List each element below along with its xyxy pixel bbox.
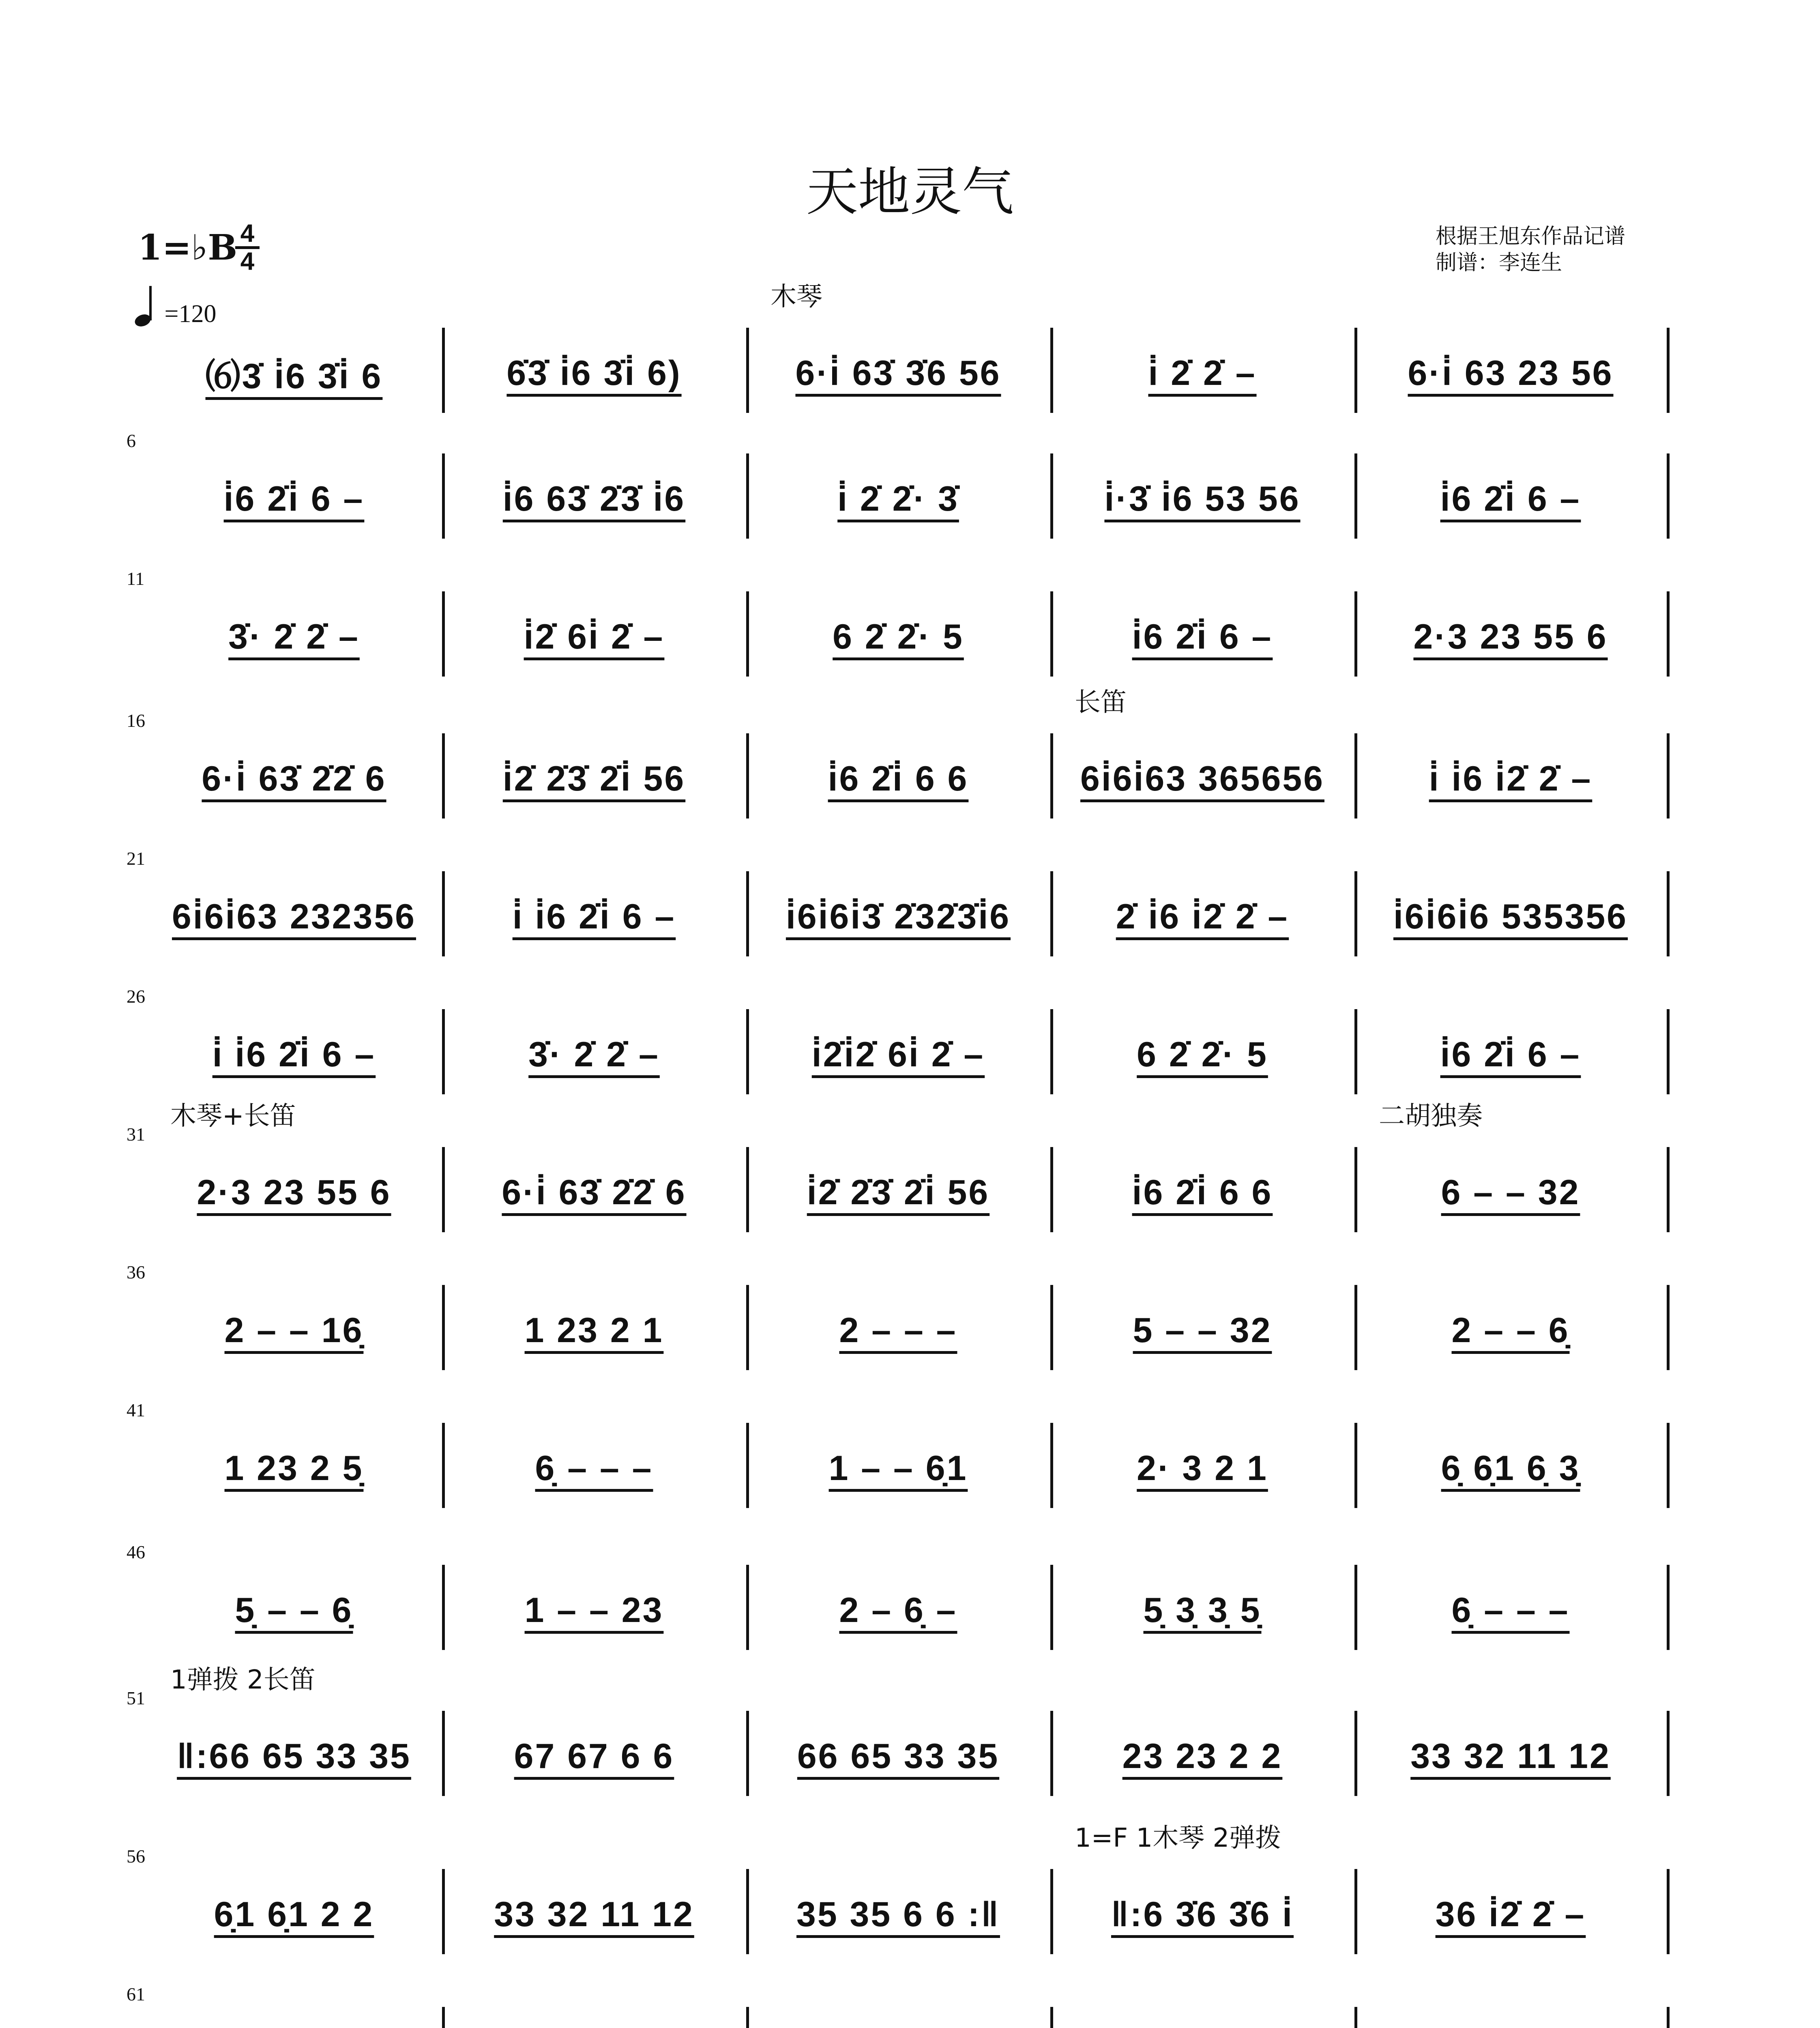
measure: 2̇ i̇6 i̇2̇ 2̇ – bbox=[1116, 897, 1289, 936]
barline bbox=[442, 733, 445, 819]
barline bbox=[442, 591, 445, 677]
measure: i̇2̇i̇2̇ 6i̇ 2̇ – bbox=[811, 1035, 985, 1074]
measure: 2 – – 16̣ bbox=[224, 1310, 364, 1350]
tempo-value: =120 bbox=[164, 300, 217, 328]
barline bbox=[1667, 1869, 1670, 1954]
barline bbox=[1667, 1009, 1670, 1094]
measure: i̇6 63̇ 2̇3̇ i̇6 bbox=[502, 479, 686, 518]
measure: i̇ 2̇ 2̇ – bbox=[1148, 353, 1257, 393]
barline bbox=[1354, 871, 1357, 956]
measure: 33 32 11 12 bbox=[494, 1895, 694, 1934]
measure: 1 – – 6̣1 bbox=[828, 1448, 968, 1488]
measure: 6̣ 6̣1 6̣ 3̣ bbox=[1441, 1448, 1580, 1488]
score-system bbox=[0, 1400, 1820, 1529]
measure: 6̣ – – – bbox=[1451, 1590, 1570, 1630]
instrument-label: 二胡独奏 bbox=[1379, 1101, 1483, 1131]
barline bbox=[1354, 453, 1357, 539]
measure: i̇2̇ 6i̇ 2̇ – bbox=[524, 617, 665, 656]
measure-number: 41 bbox=[127, 1400, 145, 1420]
measure: 6̇3̇ i̇6 3̇i̇ 6) bbox=[507, 353, 682, 393]
measure: 36 i̇2̇ 2̇ – bbox=[1435, 1895, 1586, 1934]
barline bbox=[442, 1711, 445, 1796]
time-signature bbox=[235, 221, 260, 274]
score-system bbox=[0, 1262, 1820, 1391]
barline bbox=[1667, 453, 1670, 539]
barline bbox=[746, 1869, 749, 1954]
barline bbox=[1050, 1147, 1053, 1232]
measure: 67 67 6 6 bbox=[514, 1736, 674, 1776]
barline bbox=[1050, 1009, 1053, 1094]
barline bbox=[1050, 733, 1053, 819]
measure: 6̣ – – – bbox=[535, 1448, 653, 1488]
measure: 2 – – – bbox=[839, 1310, 957, 1350]
barline bbox=[1354, 1869, 1357, 1954]
measure: 2· 3 2 1 bbox=[1137, 1448, 1268, 1488]
score-system bbox=[0, 1665, 1820, 1817]
key-signature: 1=♭B bbox=[138, 227, 238, 268]
barline bbox=[442, 1423, 445, 1508]
measure-number: 26 bbox=[127, 986, 145, 1007]
measure: 6 – – 32 bbox=[1441, 1173, 1580, 1212]
barline bbox=[1667, 1147, 1670, 1232]
measure: i̇·3̇ i̇6 53 56 bbox=[1104, 479, 1301, 518]
barline bbox=[1354, 1147, 1357, 1232]
score-system bbox=[0, 568, 1820, 698]
measure: ⑹3̇ i̇6 3̇i̇ 6 bbox=[205, 357, 383, 396]
barline bbox=[1354, 733, 1357, 819]
barline bbox=[1050, 328, 1053, 413]
barline bbox=[442, 1565, 445, 1650]
measure: 5 – – 32 bbox=[1133, 1310, 1272, 1350]
score-system bbox=[0, 430, 1820, 560]
credit-transcriber: 制谱：李连生 bbox=[1436, 251, 1562, 275]
measure-number: 21 bbox=[127, 848, 145, 869]
measure: i̇6 2̇i̇ 6 6 bbox=[828, 759, 969, 798]
measure: 1 23 2 1 bbox=[524, 1310, 664, 1350]
measure: 6 2̇ 2̇· 5 bbox=[833, 617, 964, 656]
barline bbox=[442, 1009, 445, 1094]
barline bbox=[1354, 1009, 1357, 1094]
barline bbox=[746, 2007, 749, 2028]
measure: 6·i̇ 63 23 56 bbox=[1408, 353, 1614, 393]
measure: 6·i̇ 63̇ 2̇2̇ 6 bbox=[202, 759, 386, 798]
barline bbox=[1050, 453, 1053, 539]
measure: 3̇· 2̇ 2̇ – bbox=[228, 617, 360, 656]
barline bbox=[1050, 1711, 1053, 1796]
measure: 2·3 23 55 6 bbox=[197, 1173, 391, 1212]
measure: 6·i̇ 63̇ 2̇2̇ 6 bbox=[502, 1173, 687, 1212]
measure: 2 – – 6̣ bbox=[1451, 1310, 1570, 1350]
barline bbox=[442, 2007, 445, 2028]
measure: ‖:6 3̇6 3̇6 i̇ bbox=[1111, 1895, 1294, 1934]
barline bbox=[1050, 1869, 1053, 1954]
barline bbox=[746, 733, 749, 819]
measure: ‖:66 65 33 35 bbox=[177, 1736, 411, 1776]
barline bbox=[442, 1869, 445, 1954]
instrument-label: 木琴 bbox=[770, 282, 822, 312]
barline bbox=[746, 1147, 749, 1232]
measure: 5̣ – – 6̣ bbox=[235, 1590, 353, 1630]
measure: i̇ i̇6 i̇2̇ 2̇ – bbox=[1429, 759, 1592, 798]
measure: i̇2̇ 2̇3̇ 2̇i̇ 56 bbox=[807, 1173, 990, 1212]
barline bbox=[442, 1147, 445, 1232]
score-system bbox=[0, 1984, 1820, 2028]
measure-number: 6 bbox=[127, 430, 136, 451]
barline bbox=[442, 328, 445, 413]
barline bbox=[746, 1423, 749, 1508]
measure: 35 35 6 6 :‖ bbox=[796, 1895, 1000, 1934]
barline bbox=[1667, 1711, 1670, 1796]
score-system bbox=[0, 1542, 1820, 1671]
barline bbox=[1667, 733, 1670, 819]
measure: 1 23 2 5̣ bbox=[224, 1448, 364, 1488]
measure: 1 – – 23 bbox=[524, 1590, 664, 1630]
score-system bbox=[0, 687, 1820, 840]
measure: 6 2̇ 2̇· 5 bbox=[1137, 1035, 1268, 1074]
score-system bbox=[0, 1101, 1820, 1253]
barline bbox=[1667, 1565, 1670, 1650]
measure: 33 32 11 12 bbox=[1410, 1736, 1611, 1776]
measure: 6̣1 6̣1 2 2 bbox=[214, 1895, 374, 1934]
barline bbox=[1050, 871, 1053, 956]
measure: i̇6 2̇i̇ 6 – bbox=[223, 479, 365, 518]
measure: 5̣ 3̣ 3̣ 5̣ bbox=[1143, 1590, 1262, 1630]
measure bbox=[752, 2000, 1045, 2028]
barline bbox=[746, 453, 749, 539]
barline bbox=[442, 453, 445, 539]
measure: 2 – 6̣ – bbox=[839, 1590, 957, 1630]
measure: i̇6 2̇i̇ 6 – bbox=[1440, 1035, 1581, 1074]
measure: i̇2̇ 2̇3̇ 2̇i̇ 56 bbox=[502, 759, 686, 798]
measure: i̇6 2̇i̇ 6 – bbox=[1440, 479, 1581, 518]
measure: i̇ i̇6 2̇i̇ 6 – bbox=[512, 897, 676, 936]
measure-number: 51 bbox=[127, 1688, 145, 1708]
barline bbox=[1354, 2007, 1357, 2028]
measure-number: 61 bbox=[127, 1984, 145, 2004]
barline bbox=[746, 1711, 749, 1796]
barline bbox=[1667, 328, 1670, 413]
instrument-label: 长笛 bbox=[1075, 687, 1127, 718]
barline bbox=[1667, 591, 1670, 677]
measure-number: 46 bbox=[127, 1542, 145, 1562]
measure: i̇6i̇6i̇3̇ 2̇32̇3̇i̇6 bbox=[786, 897, 1011, 936]
barline bbox=[1667, 1285, 1670, 1370]
barline bbox=[1354, 591, 1357, 677]
measure: i̇6i̇6i̇6 535356 bbox=[1393, 897, 1628, 936]
barline bbox=[746, 871, 749, 956]
measure-number: 36 bbox=[127, 1262, 145, 1283]
score-system bbox=[0, 1823, 1820, 1975]
measure-number: 11 bbox=[127, 568, 145, 589]
barline bbox=[1050, 591, 1053, 677]
time-signature-denominator: 4 bbox=[240, 247, 255, 275]
barline bbox=[1050, 1285, 1053, 1370]
measure: 2·3 23 55 6 bbox=[1413, 617, 1608, 656]
measure bbox=[152, 2000, 436, 2028]
barline bbox=[746, 1009, 749, 1094]
measure: i̇6 2̇i̇ 6 – bbox=[1132, 617, 1273, 656]
instrument-label: 1=F 1木琴 2弹拨 bbox=[1075, 1823, 1281, 1853]
barline bbox=[442, 871, 445, 956]
measure: 6i̇6i̇63 232356 bbox=[172, 897, 416, 936]
measure bbox=[1360, 2000, 1661, 2028]
barline bbox=[1354, 1423, 1357, 1508]
barline bbox=[442, 1285, 445, 1370]
credit-source: 根据王旭东作品记谱 bbox=[1436, 224, 1626, 249]
barline bbox=[1354, 1711, 1357, 1796]
measure: i̇ 2̇ 2̇· 3̇ bbox=[837, 479, 959, 518]
measure: i̇6 2̇i̇ 6 6 bbox=[1132, 1173, 1273, 1212]
measure bbox=[448, 2000, 740, 2028]
measure-number: 56 bbox=[127, 1846, 145, 1867]
measure-number: 31 bbox=[127, 1124, 145, 1145]
measure: 6·i̇ 63̇ 3̇6 56 bbox=[795, 353, 1001, 393]
barline bbox=[1667, 2007, 1670, 2028]
score-system bbox=[0, 848, 1820, 977]
instrument-label: 木琴+长笛 bbox=[170, 1101, 296, 1131]
barline bbox=[746, 1285, 749, 1370]
measure: 3̇· 2̇ 2̇ – bbox=[528, 1035, 660, 1074]
barline bbox=[1050, 2007, 1053, 2028]
barline bbox=[746, 328, 749, 413]
page-title: 天地灵气 bbox=[806, 162, 1014, 222]
measure: 6i̇6i̇63 365656 bbox=[1080, 759, 1324, 798]
measure-number: 16 bbox=[127, 710, 145, 731]
barline bbox=[1354, 1285, 1357, 1370]
barline bbox=[1050, 1565, 1053, 1650]
barline bbox=[1354, 1565, 1357, 1650]
barline bbox=[746, 591, 749, 677]
measure: 23 23 2 2 bbox=[1122, 1736, 1283, 1776]
measure: 66 65 33 35 bbox=[797, 1736, 1000, 1776]
barline bbox=[1354, 328, 1357, 413]
instrument-label: 1弹拨 2长笛 bbox=[170, 1665, 315, 1695]
time-signature-numerator: 4 bbox=[235, 221, 260, 249]
barline bbox=[1667, 1423, 1670, 1508]
barline bbox=[1050, 1423, 1053, 1508]
barline bbox=[746, 1565, 749, 1650]
measure: i̇ i̇6 2̇i̇ 6 – bbox=[212, 1035, 376, 1074]
measure bbox=[1056, 2000, 1349, 2028]
barline bbox=[1667, 871, 1670, 956]
